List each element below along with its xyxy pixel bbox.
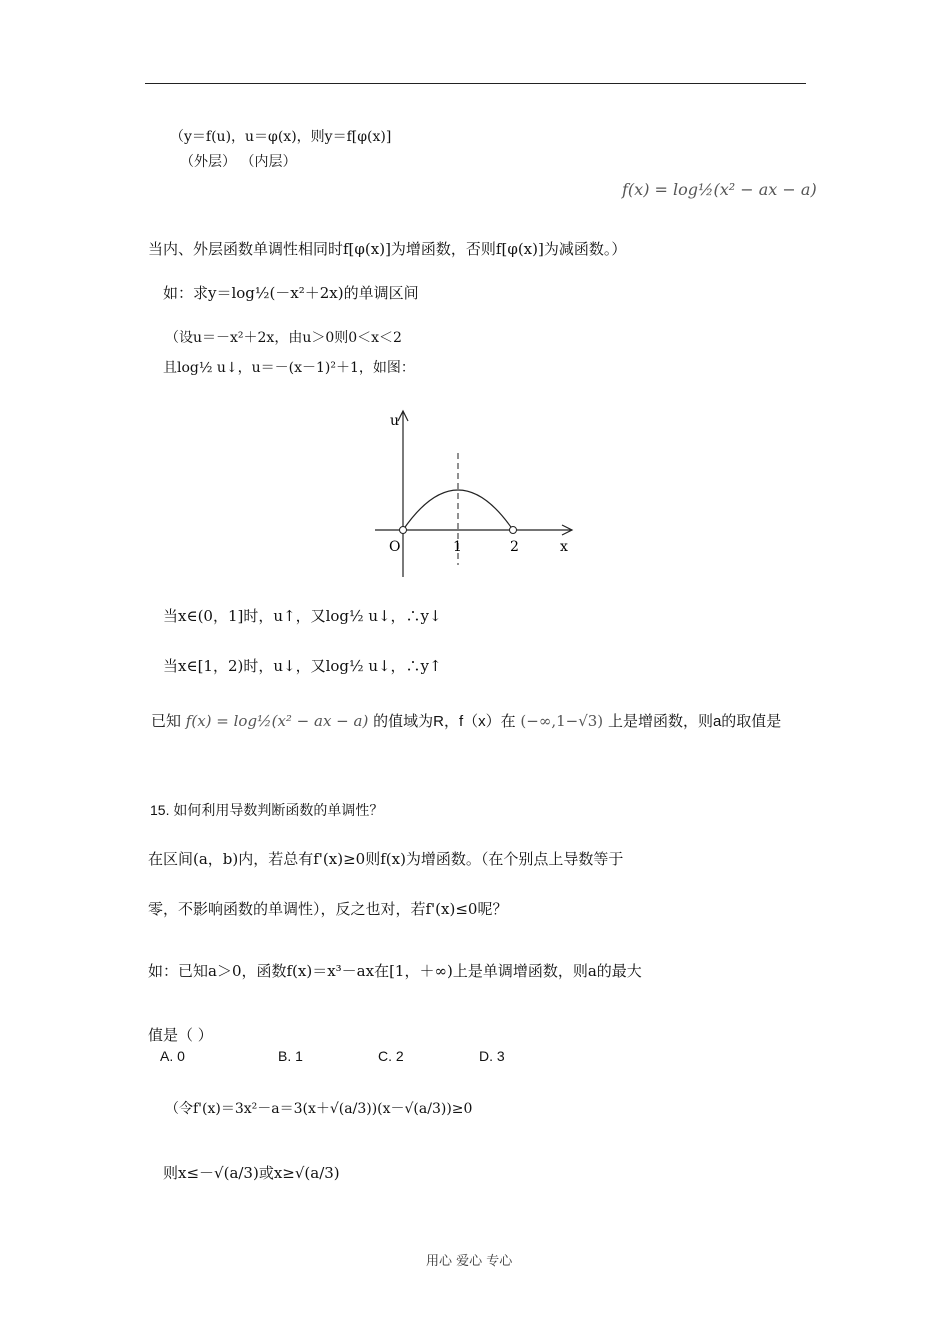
exercise-middle: 的值域为R，f（x）在 (373, 713, 516, 730)
origin-point (400, 527, 407, 534)
derivative-factoring: （令f'(x)＝3x²－a＝3(x＋√(a/3))(x－√(a/3))≥0 (165, 1101, 473, 1117)
log-function-formula: f(x) = log½(x² − ax − a) (622, 180, 817, 199)
root-point (510, 527, 517, 534)
solution-line: 则x≤－√(a/3)或x≥√(a/3) (163, 1164, 340, 1182)
exercise-line (151, 710, 781, 731)
interval-case-1: 当x∈(0，1]时，u↑，又log½ u↓，∴y↓ (163, 607, 442, 625)
option-a: A. 0 (160, 1048, 185, 1064)
exercise-prefix: 已知 (151, 713, 182, 730)
monotonic-rule: 当内、外层函数单调性相同时f[φ(x)]为增函数，否则f[φ(x)]为减函数。） (148, 240, 627, 258)
parabola-graph (360, 405, 590, 585)
example-problem: 如：已知a＞0，函数f(x)＝x³－ax在[1，＋∞)上是单调增函数，则a的最大 (148, 962, 642, 980)
section-heading-15: 15. 如何利用导数判断函数的单调性？ (150, 802, 384, 818)
layer-labels: （外层） （内层） (180, 154, 297, 170)
option-c: C. 2 (378, 1048, 404, 1064)
tick-label-2: 2 (510, 539, 519, 555)
exercise-interval: (−∞,1−√3) (520, 712, 604, 730)
page-footer: 用心 爱心 专心 (426, 1254, 513, 1269)
x-axis-label: x (560, 539, 568, 555)
derivative-rule: 在区间(a，b)内，若总有f'(x)≥0则f(x)为增函数。（在个别点上导数等于 (148, 850, 624, 868)
tick-label-1: 1 (453, 539, 462, 555)
exercise-suffix: 上是增函数，则a的取值是 (607, 713, 782, 730)
example-question: 如：求y＝log½(－x²＋2x)的单调区间 (163, 284, 419, 302)
u-axis-label: u (390, 413, 400, 429)
option-d: D. 3 (479, 1048, 505, 1064)
exercise-formula: f(x) = log½(x² − ax − a) (185, 712, 369, 730)
derivative-rule-continued: 零，不影响函数的单调性），反之也对，若f'(x)≤0呢？ (148, 900, 508, 918)
header-rule (145, 83, 806, 84)
substitution-line: （设u＝－x²＋2x，由u＞0则0＜x＜2 (165, 330, 402, 346)
example-problem-end: 值是（ ） (148, 1026, 213, 1044)
option-b: B. 1 (278, 1048, 303, 1064)
composite-function-line: （y＝f(u)，u＝φ(x)，则y＝f[φ(x)] (170, 129, 392, 145)
origin-label: O (389, 539, 401, 555)
decreasing-note: 且log½ u↓，u＝－(x－1)²＋1，如图： (163, 360, 415, 376)
interval-case-2: 当x∈[1，2)时，u↓，又log½ u↓，∴y↑ (163, 657, 442, 675)
